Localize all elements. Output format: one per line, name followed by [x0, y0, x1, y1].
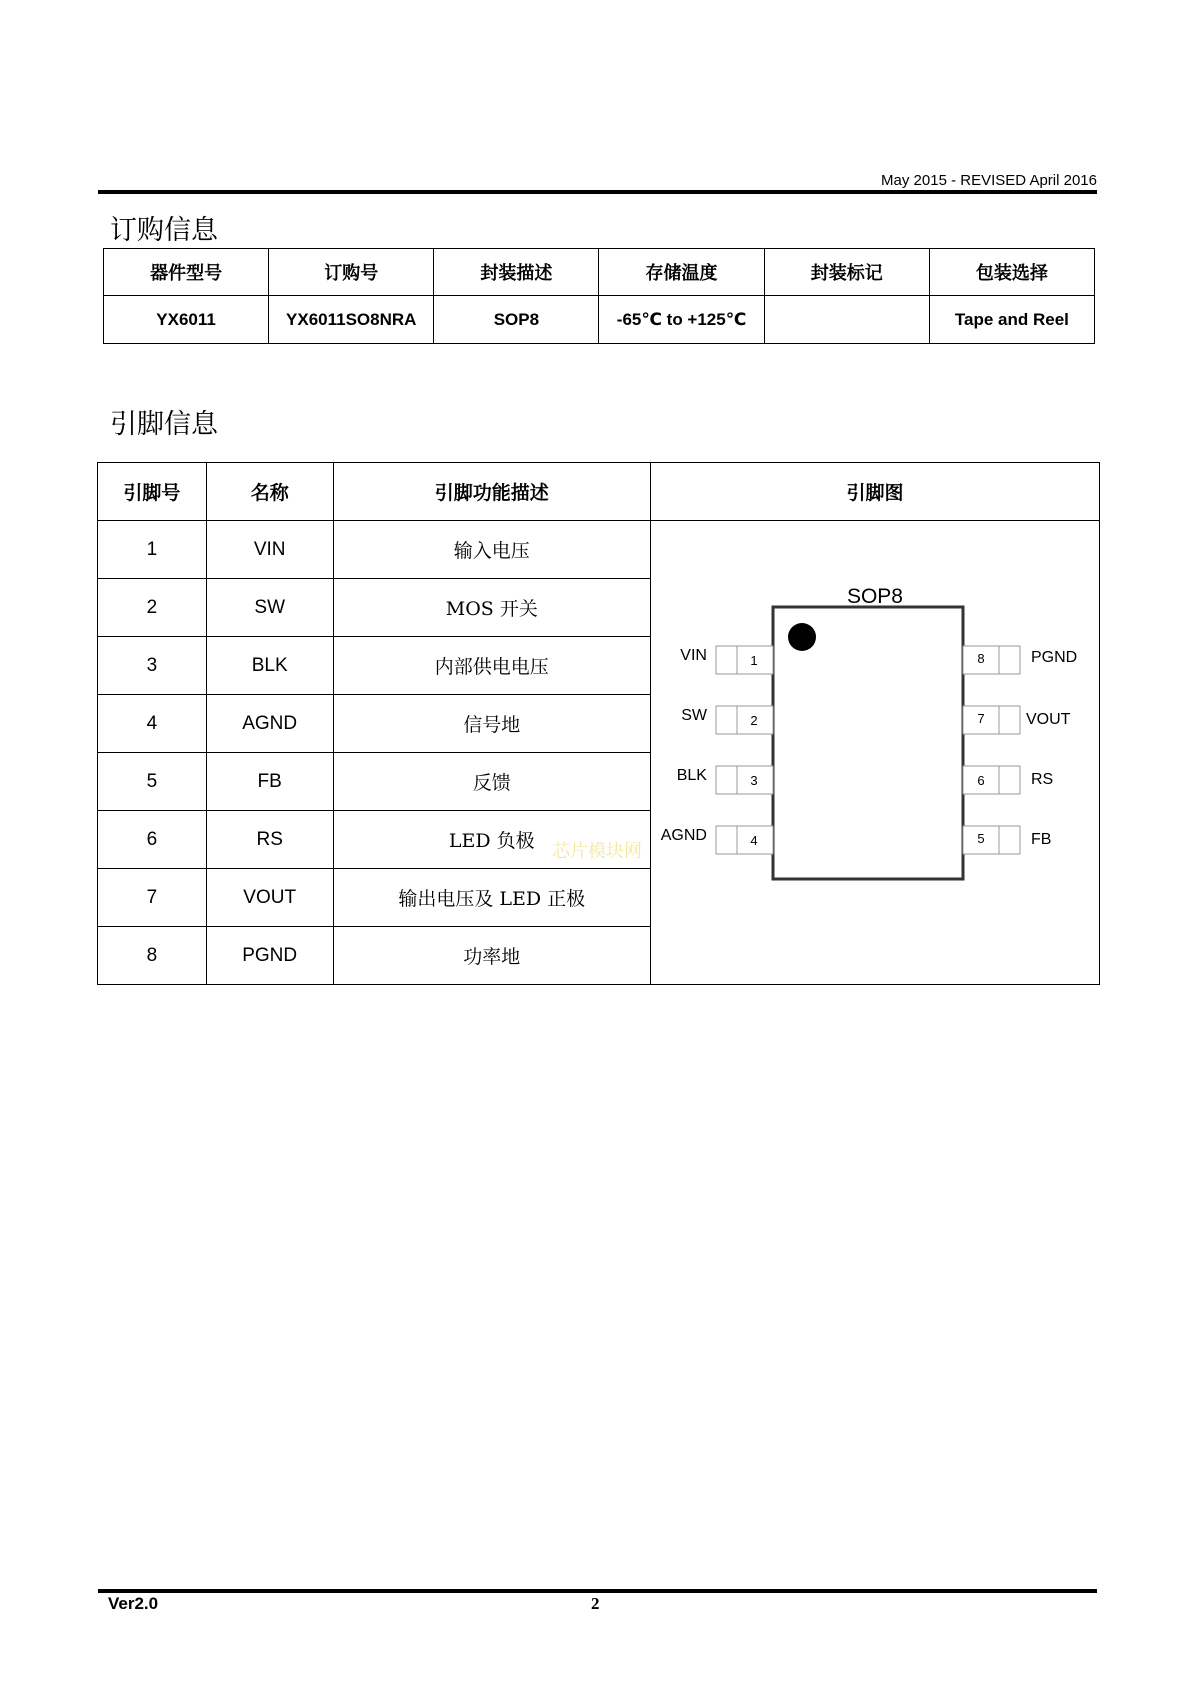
col-pin-number: 引脚号 [98, 463, 207, 521]
col-pin-function: 引脚功能描述 [333, 463, 650, 521]
pin-function: 反馈 [333, 753, 650, 811]
pin-name: FB [206, 753, 333, 811]
pin-name: SW [206, 579, 333, 637]
diagram-pin-name: PGND [1030, 649, 1078, 666]
footer-rule [98, 1589, 1097, 1593]
pin-number: 2 [98, 579, 207, 637]
header-rule [98, 190, 1097, 194]
pin-name: PGND [206, 927, 333, 985]
ordering-section-title: 订购信息 [110, 215, 218, 246]
cell-order-number: YX6011SO8NRA [269, 296, 434, 344]
col-packing: 包装选择 [929, 249, 1094, 296]
pin-table [97, 462, 1100, 985]
sop8-pin-diagram [651, 521, 1099, 983]
diagram-pin-number: 3 [750, 773, 758, 788]
diagram-pin-name: VOUT [1025, 711, 1071, 728]
col-package: 封装描述 [434, 249, 599, 296]
diagram-pin-number: 8 [977, 651, 985, 666]
pin-number: 4 [98, 695, 207, 753]
col-order-number: 订购号 [269, 249, 434, 296]
pin-name: AGND [206, 695, 333, 753]
cell-marking [764, 296, 929, 344]
pin-name: VOUT [206, 869, 333, 927]
pin-number: 3 [98, 637, 207, 695]
watermark: 芯片模块网 [552, 841, 642, 862]
diagram-pin-name: RS [1030, 771, 1054, 788]
cell-packing: Tape and Reel [929, 296, 1094, 344]
diagram-pin-number: 1 [750, 653, 758, 668]
header-date: May 2015 - REVISED April 2016 [881, 172, 1097, 189]
pin-function: 功率地 [333, 927, 650, 985]
diagram-pin-number: 2 [750, 713, 758, 728]
pin-number: 7 [98, 869, 207, 927]
pin-function: 输入电压 [333, 521, 650, 579]
table-row [104, 296, 1095, 344]
diagram-pin-number: 7 [977, 711, 985, 726]
pin-section-title: 引脚信息 [110, 409, 218, 440]
page-number: 2 [591, 1594, 600, 1613]
footer-version: Ver2.0 [108, 1594, 159, 1613]
col-part-number: 器件型号 [104, 249, 269, 296]
col-pin-name: 名称 [206, 463, 333, 521]
cell-package: SOP8 [434, 296, 599, 344]
pin-number: 6 [98, 811, 207, 869]
pin-diagram-cell [650, 521, 1099, 985]
diagram-pin-name: FB [1030, 831, 1052, 848]
col-storage-temp: 存储温度 [599, 249, 764, 296]
pin-number: 5 [98, 753, 207, 811]
diagram-pin-name: VIN [680, 647, 707, 664]
diagram-pin-number: 5 [977, 831, 985, 846]
ordering-table [103, 248, 1095, 344]
pin1-marker-dot [788, 623, 816, 651]
cell-storage-temp: -65℃ to +125℃ [599, 296, 764, 344]
pin-name: BLK [206, 637, 333, 695]
cell-part-number: YX6011 [104, 296, 269, 344]
col-pin-diagram: 引脚图 [650, 463, 1099, 521]
pin-function: 内部供电电压 [333, 637, 650, 695]
pin-number: 1 [98, 521, 207, 579]
package-label: SOP8 [846, 585, 903, 608]
pin-function: 输出电压及 LED 正极 [333, 869, 650, 927]
table-row [98, 521, 1100, 579]
table-header-row [104, 249, 1095, 296]
diagram-pin-name: BLK [676, 767, 707, 784]
diagram-pin-number: 6 [977, 773, 985, 788]
pin-function: 信号地 [333, 695, 650, 753]
diagram-pin-number: 4 [750, 833, 758, 848]
pin-function: LED 负极 [333, 811, 650, 869]
pin-function: MOS 开关 [333, 579, 650, 637]
pin-number: 8 [98, 927, 207, 985]
diagram-pin-name: AGND [660, 827, 707, 844]
pin-name: RS [206, 811, 333, 869]
pin-name: VIN [206, 521, 333, 579]
col-marking: 封装标记 [764, 249, 929, 296]
diagram-pin-name: SW [681, 707, 707, 724]
table-header-row [98, 463, 1100, 521]
